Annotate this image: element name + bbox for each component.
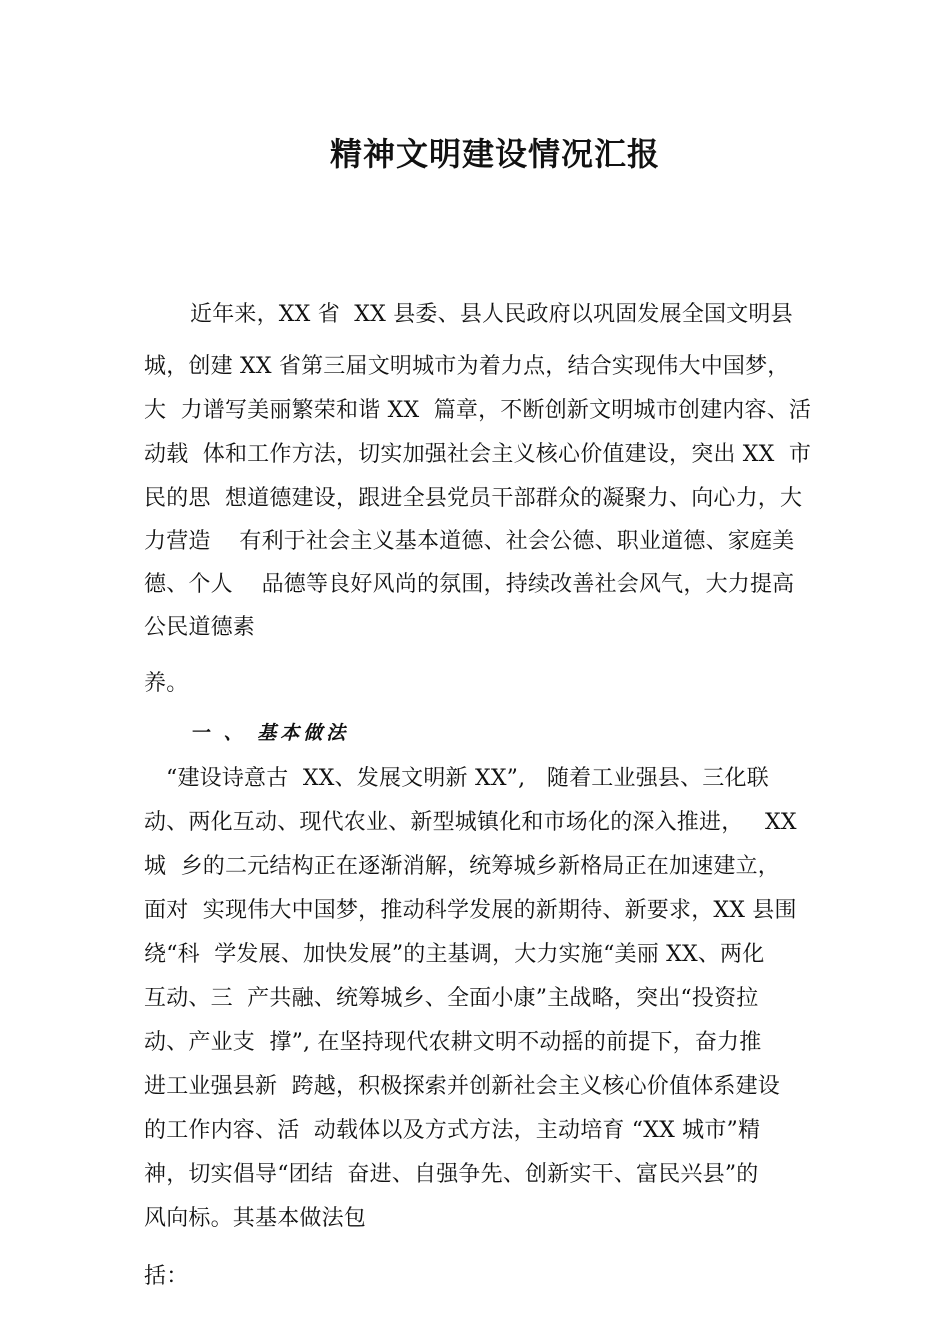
paragraph-line: “建设诗意古 XX、发展文明新 XX”, 随着工业强县、三化联 bbox=[166, 766, 769, 791]
paragraph-line: 进工业强县新 跨越，积极探索并创新社会主义核心价值体系建设 bbox=[144, 1074, 780, 1099]
paragraph-line: 面对 实现伟大中国梦，推动科学发展的新期待、新要求，XX 县围 bbox=[144, 898, 797, 923]
paragraph-line: 近年来，XX 省 XX 县委、县人民政府以巩固发展全国文明县 bbox=[190, 302, 793, 327]
paragraph-line: 括： bbox=[144, 1264, 189, 1289]
paragraph-line: 风向标。其基本做法包 bbox=[144, 1206, 367, 1231]
paragraph-line: 德、个人 品德等良好风尚的氛围，持续改善社会风气，大力提高 bbox=[144, 572, 795, 597]
paragraph-line: 公民道德素 bbox=[144, 615, 256, 640]
paragraph-line: 动载 体和工作方法，切实加强社会主义核心价值建设，突出 XX 市 bbox=[144, 442, 812, 467]
paragraph-line: 绕“科 学发展、加快发展”的主基调，大力实施“美丽 XX、两化 bbox=[144, 942, 765, 967]
paragraph-line: 城，创建 XX 省第三届文明城市为着力点，结合实现伟大中国梦， bbox=[144, 354, 790, 379]
paragraph-line: 动、产业支 撑”, 在坚持现代农耕文明不动摇的前提下，奋力推 bbox=[144, 1030, 762, 1055]
section-heading: 一 、 基本做法 bbox=[190, 722, 350, 744]
paragraph-line: 养。 bbox=[144, 671, 189, 696]
paragraph-line: 大 力谱写美丽繁荣和谐 XX 篇章，不断创新文明城市创建内容、活 bbox=[144, 398, 812, 423]
paragraph-line: 动、两化互动、现代农业、新型城镇化和市场化的深入推进， XX bbox=[144, 810, 797, 835]
document-title: 精神文明建设情况汇报 bbox=[329, 135, 660, 173]
paragraph-line: 民的思 想道德建设，跟进全县党员干部群众的凝聚力、向心力，大 bbox=[144, 486, 803, 511]
paragraph-line: 互动、三 产共融、统筹城乡、全面小康”主战略，突出“投资拉 bbox=[144, 986, 759, 1011]
paragraph-line: 的工作内容、活 动载体以及方式方法，主动培育 “XX 城市”精 bbox=[144, 1118, 761, 1143]
paragraph-line: 力营造 有利于社会主义基本道德、社会公德、职业道德、家庭美 bbox=[144, 529, 795, 554]
paragraph-line: 神，切实倡导“团结 奋进、自强争先、创新实干、富民兴县”的 bbox=[144, 1162, 759, 1187]
paragraph-line: 城 乡的二元结构正在逐渐消解，统筹城乡新格局正在加速建立， bbox=[144, 854, 780, 879]
